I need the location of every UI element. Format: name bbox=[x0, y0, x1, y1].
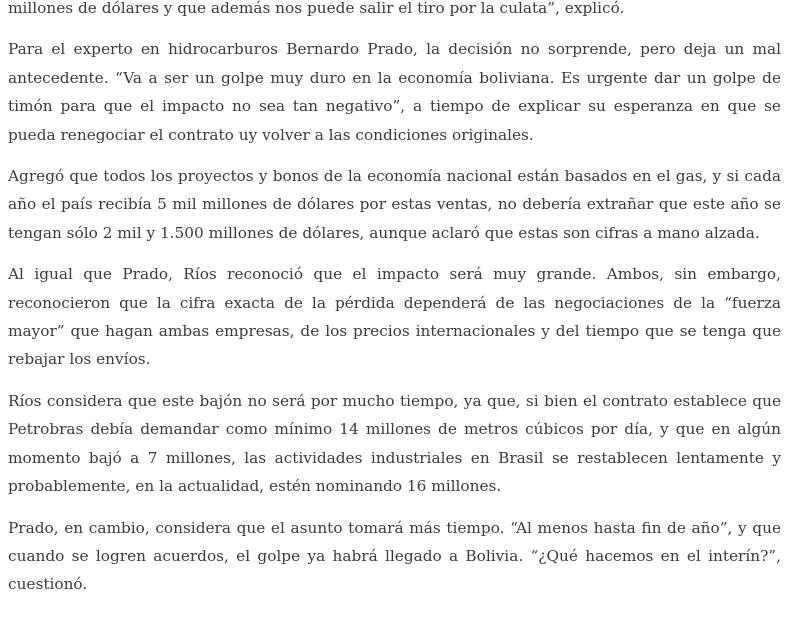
article-paragraph-1: millones de dólares y que además nos puede salir el tiro por la culata”, explicó. bbox=[8, 0, 625, 17]
article-body bbox=[8, 0, 781, 612]
article-paragraph-5: Ríos considera que este bajón no será por mucho tiempo, ya que, si bien el contrato establece que Petrobras debía demandar como mínimo 14 millones de metros cúbicos por día, y que en algún momento bajó a 7 millones, las actividades industriales en Brasil se restablecen lentamente y probablemente, en la actualidad, estén nominando 16 millones. bbox=[8, 391, 781, 496]
article-paragraph-2: Para el experto en hidrocarburos Bernardo Prado, la decisión no sorprende, pero deja un mal antecedente. “Va a ser un golpe muy duro en la economía boliviana. Es urgente dar un golpe de timón para que el impacto no sea tan negativo”, a tiempo de explicar su esperanza en que se pueda renegociar el contrato uy volver a las condiciones originales. bbox=[8, 40, 781, 144]
article-paragraph-3: Agregó que todos los proyectos y bonos de la economía nacional están basados en el gas, y si cada año el país recibía 5 mil millones de dólares por estas ventas, no debería extrañar que este año se tengan sólo 2 mil y 1.500 millones de dólares, aunque aclaró que estas son cifras a mano alzada. bbox=[8, 167, 781, 242]
article-paragraph-4: Al igual que Prado, Ríos reconoció que el impacto será muy grande. Ambos, sin embargo, reconocieron que la cifra exacta de la pérdida dependerá de las negociaciones de la “fuerza mayor” que hagan ambas empresas, de los precios internacionales y del tiempo que se tenga que rebajar los envíos. bbox=[8, 265, 781, 369]
article-paragraph-6: Prado, en cambio, considera que el asunto tomará más tiempo. “Al menos hasta fin de año”, y que cuando se logren acuerdos, el golpe ya habrá llegado a Bolivia. “¿Qué hacemos en el interín?”, cuestionó. bbox=[8, 518, 781, 594]
